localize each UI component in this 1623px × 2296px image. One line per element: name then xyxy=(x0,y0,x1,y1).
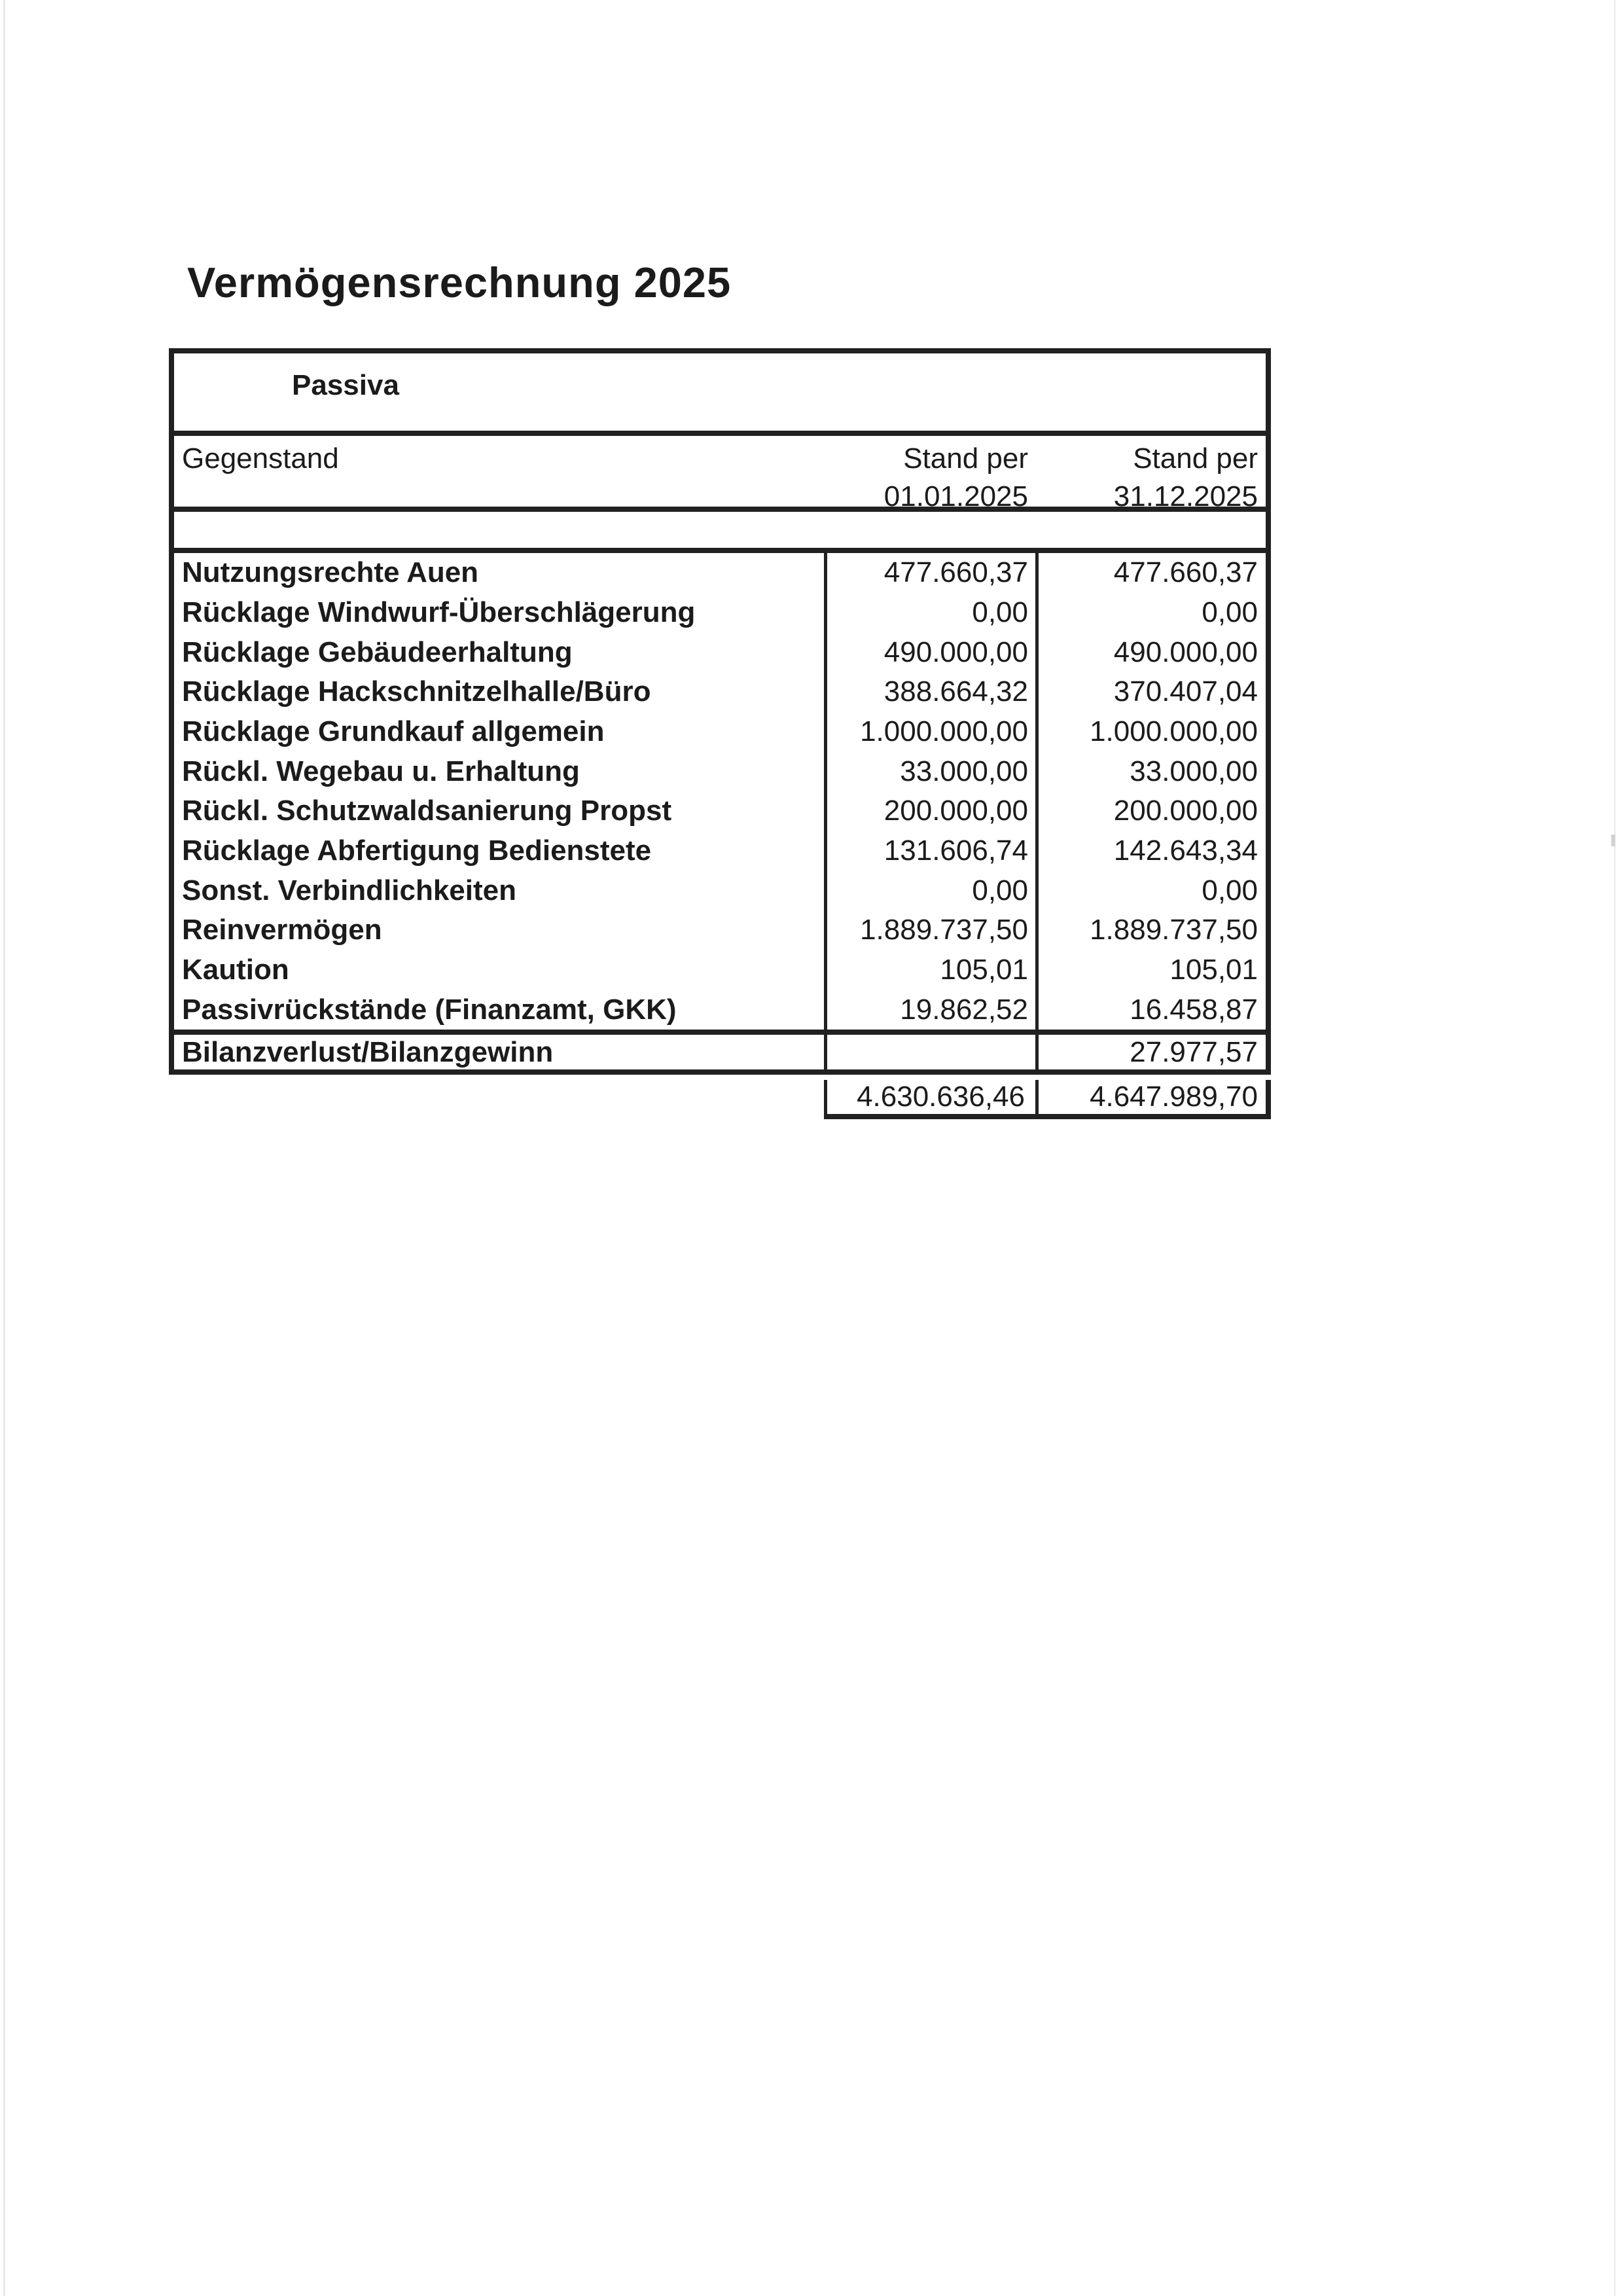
table-row xyxy=(174,712,1266,752)
table-row xyxy=(174,950,1266,990)
table-row xyxy=(174,990,1266,1030)
row-value-jan: 0,00 xyxy=(972,874,1028,906)
row-value-jan: 1.889.737,50 xyxy=(860,914,1028,946)
header-date-2: 31.12.2025 xyxy=(1113,480,1258,512)
header-col-gegenstand: Gegenstand xyxy=(182,442,339,475)
row-label: Rücklage Hackschnitzelhalle/Büro xyxy=(182,675,651,708)
section-title: Passiva xyxy=(292,369,399,401)
scan-artifact-right-edge xyxy=(1614,0,1616,2296)
passiva-table xyxy=(169,348,1271,1075)
table-row xyxy=(174,870,1266,910)
row-value-dec: 477.660,37 xyxy=(1113,556,1258,589)
row-value-dec: 16.458,87 xyxy=(1130,993,1258,1026)
column-divider-2 xyxy=(1035,1035,1039,1069)
row-value-dec: 1.000.000,00 xyxy=(1090,715,1258,748)
column-divider-2 xyxy=(1035,553,1039,1030)
row-value-dec: 490.000,00 xyxy=(1113,636,1258,668)
row-label: Rückl. Schutzwaldsanierung Propst xyxy=(182,795,672,827)
row-label: Reinvermögen xyxy=(182,914,382,946)
row-value-dec: 370.407,04 xyxy=(1113,675,1258,708)
row-value-dec: 142.643,34 xyxy=(1113,834,1258,867)
row-value-jan: 1.000.000,00 xyxy=(860,715,1028,748)
table-row xyxy=(174,831,1266,871)
row-value-jan: 477.660,37 xyxy=(883,556,1028,589)
row-label: Rückl. Wegebau u. Erhaltung xyxy=(182,755,580,787)
row-value-jan: 0,00 xyxy=(972,596,1028,628)
row-label: Rücklage Abfertigung Bedienstete xyxy=(182,834,652,867)
row-label: Rücklage Gebäudeerhaltung xyxy=(182,636,573,668)
spacer-row xyxy=(174,512,1266,553)
row-value-jan: 33.000,00 xyxy=(900,755,1028,787)
table-row xyxy=(174,751,1266,791)
row-label: Rücklage Windwurf-Überschlägerung xyxy=(182,596,696,628)
row-value-dec: 0,00 xyxy=(1202,596,1258,628)
row-label: Passivrückstände (Finanzamt, GKK) xyxy=(182,993,677,1026)
scan-artifact-right-dash xyxy=(1611,834,1615,846)
table-header-row xyxy=(174,436,1266,512)
row-value-jan: 490.000,00 xyxy=(883,636,1028,668)
row-value-jan: 200.000,00 xyxy=(883,795,1028,827)
page-title: Vermögensrechnung 2025 xyxy=(187,258,732,306)
passiva-section-header xyxy=(174,353,1266,436)
row-value-dec: 33.000,00 xyxy=(1130,755,1258,787)
table-body xyxy=(174,553,1266,1035)
row-label: Bilanzverlust/Bilanzgewinn xyxy=(182,1035,554,1068)
scan-artifact-left-edge xyxy=(3,0,5,2296)
row-value-dec: 1.889.737,50 xyxy=(1090,914,1258,946)
header-col-stand-01-01 xyxy=(827,440,1039,512)
header-col-stand-31-12 xyxy=(1039,440,1266,512)
table-row xyxy=(174,910,1266,950)
header-stand-per-1: Stand per xyxy=(903,442,1028,475)
header-date-1: 01.01.2025 xyxy=(883,480,1028,512)
row-label: Sonst. Verbindlichkeiten xyxy=(182,874,517,906)
column-divider-1 xyxy=(824,1035,827,1069)
row-label: Kaution xyxy=(182,954,289,986)
table-row xyxy=(174,553,1266,593)
row-value-dec: 0,00 xyxy=(1202,874,1258,906)
row-value-jan: 388.664,32 xyxy=(883,675,1028,708)
row-value-dec: 200.000,00 xyxy=(1113,795,1258,827)
row-value-dec: 105,01 xyxy=(1169,954,1258,986)
row-value-dec: 27.977,57 xyxy=(1130,1035,1258,1068)
row-label: Rücklage Grundkauf allgemein xyxy=(182,715,605,748)
table-row xyxy=(174,632,1266,672)
table-row xyxy=(174,791,1266,831)
row-value-jan: 105,01 xyxy=(940,954,1028,986)
table-row xyxy=(174,593,1266,633)
header-stand-per-2: Stand per xyxy=(1133,442,1258,475)
row-label: Nutzungsrechte Auen xyxy=(182,556,479,589)
total-dec: 4.647.989,70 xyxy=(1035,1080,1271,1119)
row-value-jan: 131.606,74 xyxy=(883,834,1028,867)
balance-result-row xyxy=(174,1035,1266,1069)
column-divider-1 xyxy=(824,553,827,1030)
totals-row xyxy=(824,1080,1271,1119)
total-jan: 4.630.636,46 xyxy=(824,1080,1035,1119)
row-value-jan: 19.862,52 xyxy=(900,993,1028,1026)
table-row xyxy=(174,672,1266,712)
